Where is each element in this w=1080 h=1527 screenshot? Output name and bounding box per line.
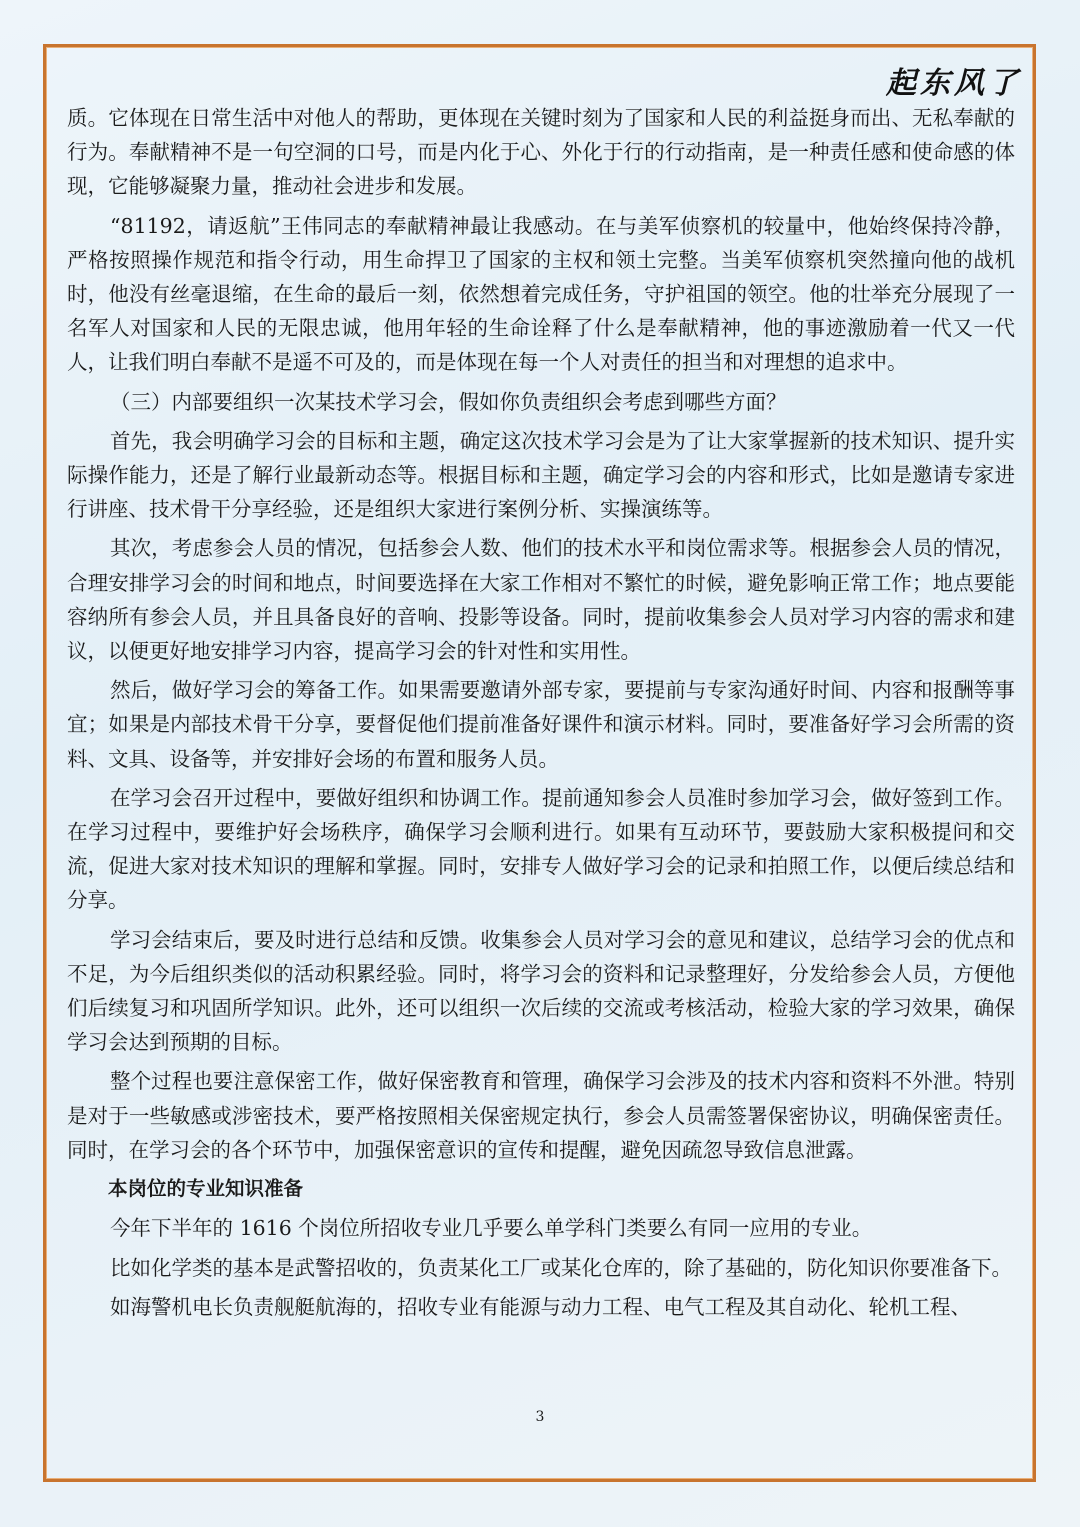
paragraph: 在学习会召开过程中，要做好组织和协调工作。提前通知参会人员准时参加学习会，做好签到工作。在学习过程中，要维护好会场秩序，确保学习会顺利进行。如果有互动环节，要鼓励大家积极提问和交流，促进大家对技术知识的理解和掌握。同时，安排专人做好学习会的记录和拍照工作，以便后续总结和分享。: [67, 785, 1015, 913]
section-heading: 本岗位的专业知识准备: [107, 1177, 303, 1201]
paragraph: 其次，考虑参会人员的情况，包括参会人数、他们的技术水平和岗位需求等。根据参会人员的情况，合理安排学习会的时间和地点，时间要选择在大家工作相对不繁忙的时候，避免影响正常工作；地点要能容纳所有参会人员，并且具备良好的音响、投影等设备。同时，提前收集参会人员对学习内容的需求和建议，以便更好地安排学习内容，提高学习会的针对性和实用性。: [67, 536, 1015, 664]
question-heading: （三）内部要组织一次某技术学习会，假如你负责组织会考虑到哪些方面？: [110, 389, 787, 414]
paragraph: 今年下半年的 1616 个岗位所招收专业几乎要么单学科门类要么有同一应用的专业。: [110, 1216, 873, 1241]
paragraph: 如海警机电长负责舰艇航海的，招收专业有能源与动力工程、电气工程及其自动化、轮机工程、: [110, 1294, 972, 1319]
paragraph: “81192，请返航”王伟同志的奉献精神最让我感动。在与美军侦察机的较量中，他始终保持冷静，严格按照操作规范和指令行动，用生命捍卫了国家的主权和领土完整。当美军侦察机突然撞向他的战机时，他没有丝毫退缩，在生命的最后一刻，依然想着完成任务，守护祖国的领空。他的壮举充分展现了一名军人对国家和人民的无限忠诚，他用年轻的生命诠释了什么是奉献精神，他的事迹激励着一代又一代人，让我们明白奉献不是遥不可及的，而是体现在每一个人对责任的担当和对理想的追求中。: [67, 213, 1015, 375]
page-number: 3: [535, 1409, 545, 1425]
paragraph: 学习会结束后，要及时进行总结和反馈。收集参会人员对学习会的意见和建议，总结学习会的优点和不足，为今后组织类似的活动积累经验。同时，将学习会的资料和记录整理好，分发给参会人员，方便他们后续复习和巩固所学知识。此外，还可以组织一次后续的交流或考核活动，检验大家的学习效果，确保学习会达到预期的目标。: [67, 927, 1015, 1055]
paragraph: 比如化学类的基本是武警招收的，负责某化工厂或某化仓库的，除了基础的，防化知识你要准备下。: [110, 1255, 1013, 1280]
paragraph: 整个过程也要注意保密工作，做好保密教育和管理，确保学习会涉及的技术内容和资料不外泄。特别是对于一些敏感或涉密技术，要严格按照相关保密规定执行，参会人员需签署保密协议，明确保密责任。同时，在学习会的各个环节中，加强保密意识的宣传和提醒，避免因疏忽导致信息泄露。: [67, 1069, 1015, 1162]
brand-logo-text: 起东风了: [886, 66, 1022, 101]
paragraph: 质。它体现在日常生活中对他人的帮助，更体现在关键时刻为了国家和人民的利益挺身而出、无私奉献的行为。奉献精神不是一句空洞的口号，而是内化于心、外化于行的行动指南，是一种责任感和使命感的体现，它能够凝聚力量，推动社会进步和发展。: [67, 106, 1015, 199]
document-body: [67, 101, 1015, 1329]
paragraph: 然后，做好学习会的筹备工作。如果需要邀请外部专家，要提前与专家沟通好时间、内容和报酬等事宜；如果是内部技术骨干分享，要督促他们提前准备好课件和演示材料。同时，要准备好学习会所需的资料、文具、设备等，并安排好会场的布置和服务人员。: [67, 678, 1015, 771]
paragraph: 首先，我会明确学习会的目标和主题，确定这次技术学习会是为了让大家掌握新的技术知识、提升实际操作能力，还是了解行业最新动态等。根据目标和主题，确定学习会的内容和形式，比如是邀请专家进行讲座、技术骨干分享经验，还是组织大家进行案例分析、实操演练等。: [67, 428, 1015, 522]
